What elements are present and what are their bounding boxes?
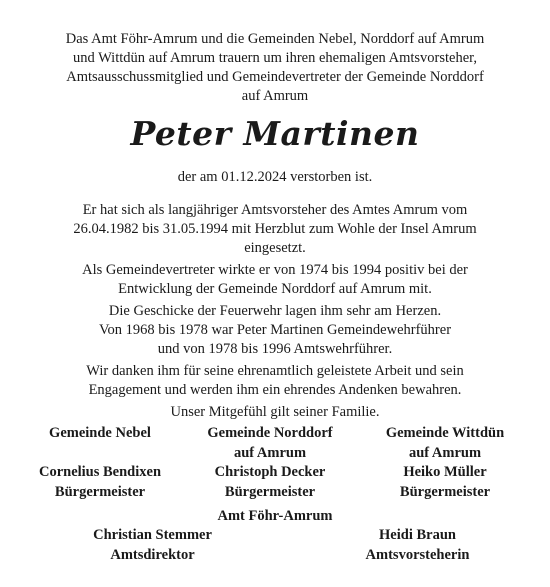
signature-amt-title: Amt Föhr-Amrum: [217, 508, 333, 524]
signature-spacer: [20, 444, 180, 464]
signature-person: Heidi Braun: [379, 527, 456, 543]
signature-org-suffix: auf Amrum: [408, 444, 482, 461]
text-line: Von 1968 bis 1978 war Peter Martinen Gemeindewehrführer: [98, 322, 452, 338]
intro-line: und Wittdün auf Amrum trauern um ihren ehemaligen Amtsvorsteher,: [72, 50, 478, 66]
text-line: Entwicklung der Gemeinde Norddorf auf Amrum mit.: [118, 281, 432, 297]
intro-line: Das Amt Föhr-Amrum und die Gemeinden Nebel, Norddorf auf Amrum: [65, 31, 485, 47]
text-line: Engagement und werden ihm ein ehrendes Andenken bewahren.: [88, 382, 462, 398]
signature-gemeinde-wittduen: [360, 424, 530, 502]
paragraph-gemeindevertreter: [30, 261, 520, 299]
paragraph-feuerwehr: [30, 302, 520, 359]
signature-amtsvorsteherin: [335, 526, 500, 565]
text-line: und von 1978 bis 1996 Amtswehrführer.: [157, 341, 393, 357]
signature-gemeinde-nebel: [20, 424, 180, 502]
signature-role: Bürgermeister: [224, 483, 316, 500]
text-line: Er hat sich als langjähriger Amtsvorsteher des Amtes Amrum vom: [82, 202, 468, 218]
text-line: Unser Mitgefühl gilt seiner Familie.: [170, 404, 380, 420]
signature-person: Christian Stemmer: [93, 527, 212, 543]
signature-gemeinde-norddorf: [190, 424, 350, 502]
signature-org: Gemeinde Wittdün: [385, 425, 505, 441]
text-line: eingesetzt.: [244, 240, 306, 256]
death-date-line: der am 01.12.2024 verstorben ist.: [177, 169, 373, 185]
signature-person: Christoph Decker: [214, 464, 326, 480]
signature-org: Gemeinde Nebel: [49, 425, 151, 441]
tribute-text: [30, 201, 520, 425]
signature-org: Gemeinde Norddorf: [207, 425, 333, 441]
paragraph-mitgefuehl: [30, 403, 520, 422]
paragraph-amtsvorsteher: [30, 201, 520, 258]
signature-role: Bürgermeister: [399, 483, 491, 500]
signature-role: Bürgermeister: [54, 483, 146, 500]
paragraph-dank: [30, 362, 520, 400]
signature-amtsdirektor: [70, 526, 235, 565]
signature-person: Heiko Müller: [403, 464, 487, 480]
text-line: Als Gemeindevertreter wirkte er von 1974 bis 1994 positiv bei der: [82, 262, 468, 278]
text-line: 26.04.1982 bis 31.05.1994 mit Herzblut zum Wohle der Insel Amrum: [73, 221, 477, 237]
text-line: Wir danken ihm für seine ehrenamtlich geleistete Arbeit und sein: [86, 363, 464, 379]
signature-role: Amtsvorsteherin: [365, 546, 470, 563]
deceased-name: Peter Martinen: [130, 114, 420, 153]
signature-role: Amtsdirektor: [110, 546, 195, 563]
text-line: Die Geschicke der Feuerwehr lagen ihm sehr am Herzen.: [108, 303, 442, 319]
intro-line: Amtsausschussmitglied und Gemeindevertreter der Gemeinde Norddorf: [66, 69, 484, 85]
intro-text: [20, 30, 530, 106]
signature-org-suffix: auf Amrum: [233, 444, 307, 461]
signature-person: Cornelius Bendixen: [38, 464, 162, 480]
intro-line: auf Amrum: [241, 88, 309, 104]
